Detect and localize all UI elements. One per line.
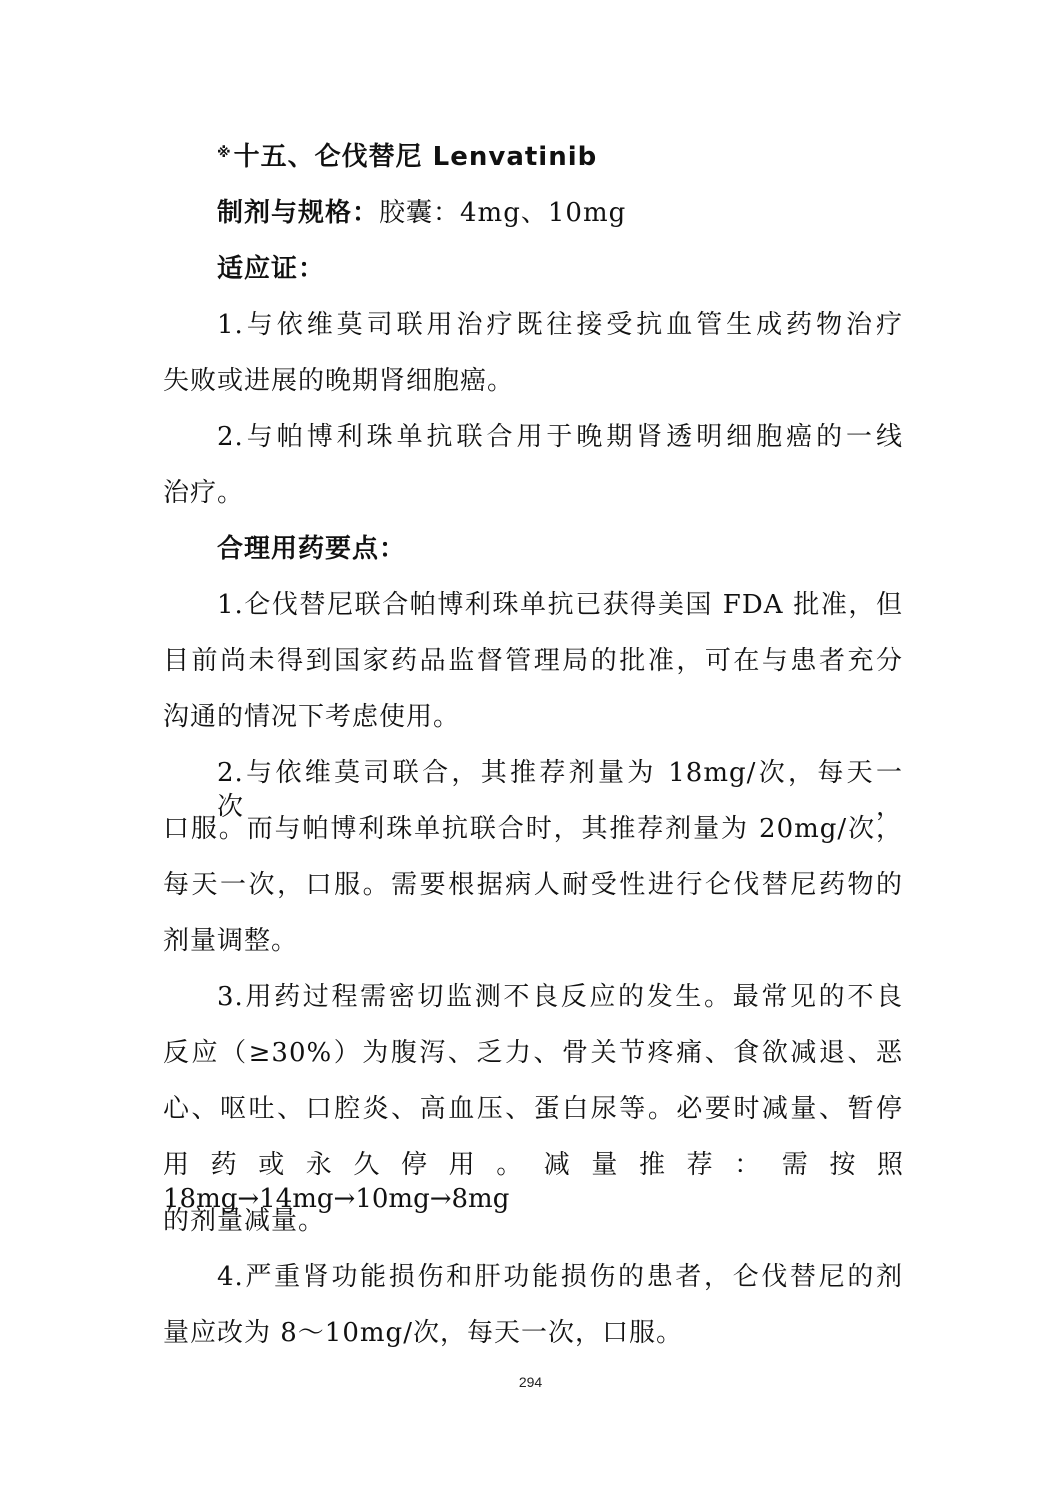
- point-2-line-2: 口服。而与帕博利珠单抗联合时，其推荐剂量为 20mg/次，: [163, 814, 903, 844]
- point-2-line-4: 剂量调整。: [163, 926, 299, 956]
- indication-2-line-1: 2.与帕博利珠单抗联合用于晚期肾透明细胞癌的一线: [217, 422, 903, 452]
- point-3-line-1: 3.用药过程需密切监测不良反应的发生。最常见的不良: [217, 982, 903, 1012]
- formulation-value: 胶囊：4mg、10mg: [379, 198, 627, 228]
- point-3-line-2: 反应（≥30%）为腹泻、乏力、骨关节疼痛、食欲减退、恶: [163, 1038, 903, 1068]
- point-2-line-3: 每天一次，口服。需要根据病人耐受性进行仑伐替尼药物的: [163, 870, 903, 900]
- point-1-line-3: 沟通的情况下考虑使用。: [163, 702, 461, 732]
- point-1-line-1: 1.仑伐替尼联合帕博利珠单抗已获得美国 FDA 批准，但: [217, 590, 903, 620]
- point-3-line-4: 用药或永久停用。减量推荐：需按照 18mg→14mg→10mg→8mg: [163, 1150, 903, 1214]
- formulation-label: 制剂与规格：: [217, 198, 380, 228]
- indications-heading: 适应证：: [217, 254, 326, 284]
- indication-2-line-2: 治疗。: [163, 478, 245, 508]
- key-points-heading: 合理用药要点：: [217, 534, 407, 564]
- indication-1-line-2: 失败或进展的晚期肾细胞癌。: [163, 366, 515, 396]
- indication-1-line-1: 1.与依维莫司联用治疗既往接受抗血管生成药物治疗: [217, 310, 903, 340]
- drug-title-text: 十五、仑伐替尼 Lenvatinib: [233, 142, 598, 172]
- asterisk-mark: ※: [217, 145, 232, 161]
- drug-title: [217, 140, 903, 174]
- point-4-line-1: 4.严重肾功能损伤和肝功能损伤的患者，仑伐替尼的剂: [217, 1262, 903, 1292]
- page-number: 294: [518, 1374, 543, 1390]
- point-4-line-2: 量应改为 8～10mg/次，每天一次，口服。: [163, 1318, 683, 1348]
- point-3-line-5: 的剂量减量。: [163, 1206, 326, 1236]
- point-3-line-3: 心、呕吐、口腔炎、高血压、蛋白尿等。必要时减量、暂停: [163, 1094, 903, 1124]
- point-2-line-1: 2.与依维莫司联合，其推荐剂量为 18mg/次，每天一次，: [217, 758, 903, 822]
- formulation-line: [217, 196, 903, 230]
- point-1-line-2: 目前尚未得到国家药品监督管理局的批准，可在与患者充分: [163, 646, 903, 676]
